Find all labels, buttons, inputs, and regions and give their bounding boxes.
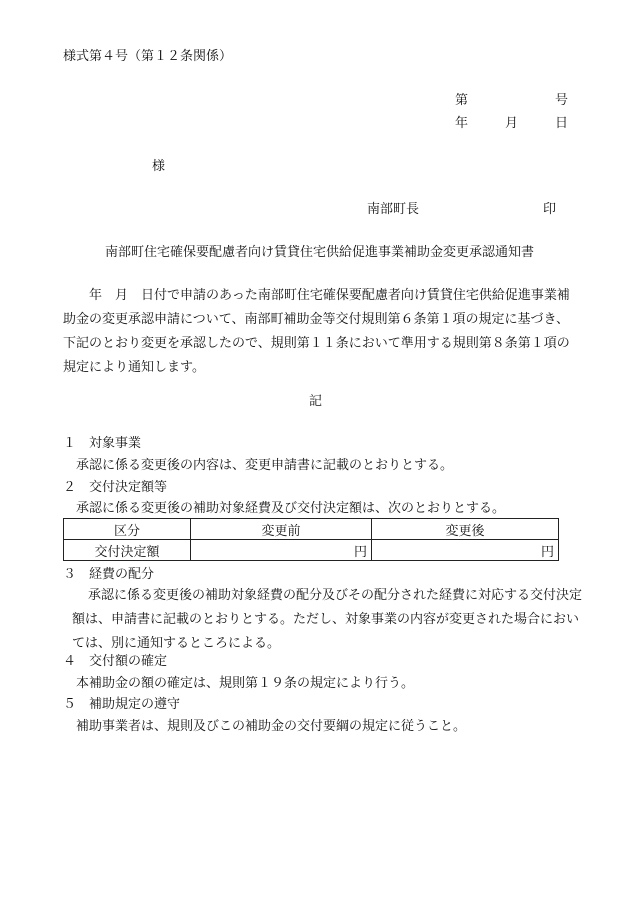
section-3-line: 額は、申請書に記載のとおりとする。ただし、対象事業の内容が変更された場合におい bbox=[72, 612, 580, 627]
grant-amount-table bbox=[63, 518, 559, 561]
section-3-text bbox=[72, 584, 582, 656]
addressee-suffix: 様 bbox=[152, 159, 166, 174]
section-3-line: ては、別に通知するところによる。 bbox=[72, 636, 281, 651]
document-number-suffix: 号 bbox=[555, 93, 569, 108]
section-4-text: 本補助金の額の確定は、規則第１９条の規定により行う。 bbox=[76, 676, 415, 691]
section-2-text: 承認に係る変更後の補助対象経費及び交付決定額は、次のとおりとする。 bbox=[76, 501, 506, 516]
issuer-name: 南部町長 bbox=[367, 202, 420, 217]
table-header-row bbox=[64, 519, 559, 540]
ki-heading: 記 bbox=[309, 394, 323, 409]
table-header-cell: 区分 bbox=[64, 519, 191, 540]
after-amount-cell: 円 bbox=[372, 540, 559, 561]
section-1-heading: １ 対象事業 bbox=[63, 436, 142, 451]
body-line: 助金の変更承認申請について、南部町補助金等交付規則第６条第１項の規定に基づき、 bbox=[63, 312, 569, 327]
table-row bbox=[64, 540, 559, 561]
section-5-heading: ５ 補助規定の遵守 bbox=[63, 697, 181, 712]
table-header-cell: 変更後 bbox=[372, 519, 559, 540]
section-5-text: 補助事業者は、規則及びこの補助金の交付要綱の規定に従うこと。 bbox=[76, 719, 467, 734]
section-1-text: 承認に係る変更後の内容は、変更申請書に記載のとおりとする。 bbox=[76, 458, 454, 473]
document-number-prefix: 第 bbox=[455, 93, 469, 108]
section-3-line: 承認に係る変更後の補助対象経費の配分及びその配分された経費に対応する交付決定 bbox=[88, 588, 583, 603]
body-paragraph bbox=[63, 284, 573, 380]
table-row-label: 交付決定額 bbox=[64, 540, 191, 561]
section-2-heading: ２ 交付決定額等 bbox=[63, 480, 168, 495]
body-line: 下記のとおり変更を承認したので、規則第１１条において準用する規則第８条第１項の bbox=[63, 336, 570, 351]
document-title: 南部町住宅確保要配慮者向け賃貸住宅供給促進事業補助金変更承認通知書 bbox=[105, 245, 535, 260]
body-line: 年 月 日付で申請のあった南部町住宅確保要配慮者向け賃貸住宅供給促進事業補 bbox=[63, 288, 570, 303]
body-line: 規定により通知します。 bbox=[63, 360, 205, 375]
table-header-cell: 変更前 bbox=[191, 519, 372, 540]
seal-mark: 印 bbox=[543, 202, 557, 217]
form-label: 様式第４号（第１２条関係） bbox=[63, 49, 233, 64]
date-day: 日 bbox=[555, 116, 569, 131]
date-month: 月 bbox=[505, 116, 519, 131]
date-year: 年 bbox=[455, 116, 469, 131]
section-3-heading: ３ 経費の配分 bbox=[63, 567, 155, 582]
before-amount-cell: 円 bbox=[191, 540, 372, 561]
section-4-heading: ４ 交付額の確定 bbox=[63, 654, 168, 669]
